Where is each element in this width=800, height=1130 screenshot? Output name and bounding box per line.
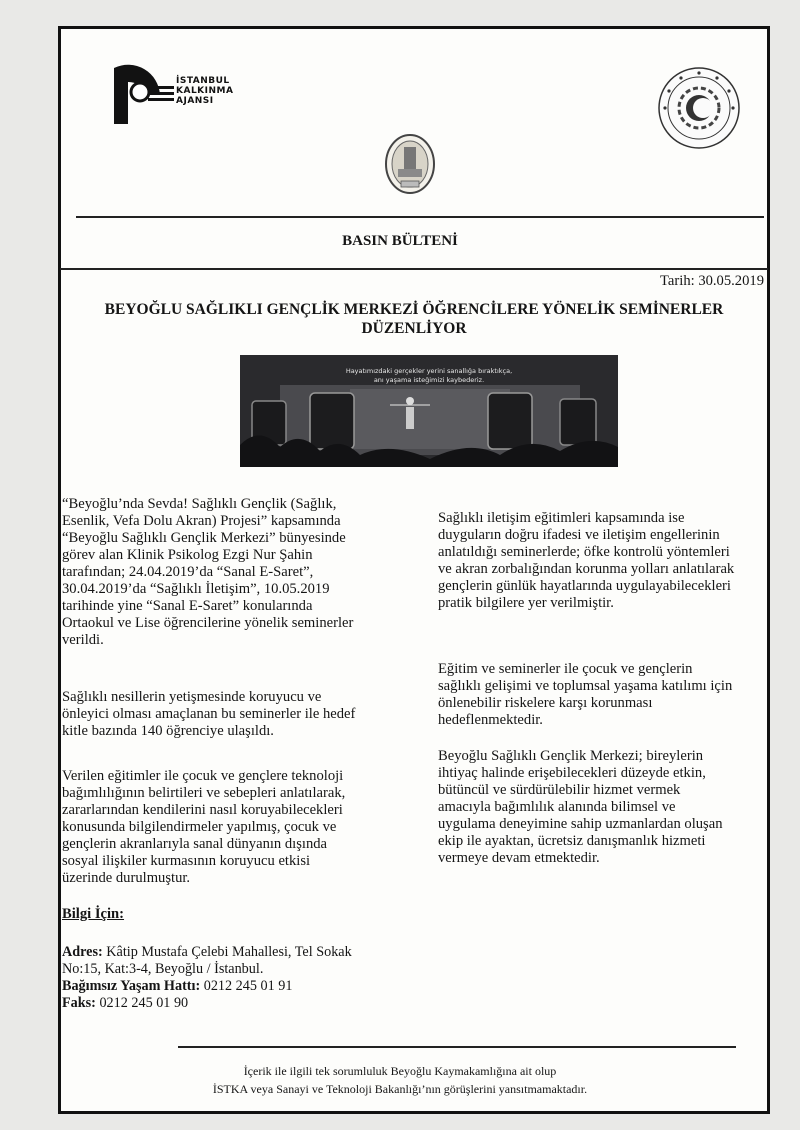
helpline-label: Bağımsız Yaşam Hattı: xyxy=(62,978,201,994)
text-line: sağlıklı gelişimi ve toplumsal yaşama katılımı için xyxy=(438,678,733,694)
text-line: görev alan Klinik Psikolog Ezgi Nur Şahin xyxy=(62,547,313,563)
text-line: konusunda bilgilendirmeler yapılmış, çocuk ve xyxy=(62,819,337,835)
text-line: “Beyoğlu Sağlıklı Gençlik Merkezi” bünyesinde xyxy=(62,530,346,546)
footer-disclaimer-line-2: İSTKA veya Sanayi ve Teknoloji Bakanlığı’nın görüşlerini yansıtmamaktadır. xyxy=(212,1082,588,1096)
istanbul-kalkinma-ajansi-logo xyxy=(108,62,234,128)
address-line-1: Kâtip Mustafa Çelebi Mahallesi, Tel Sokak xyxy=(102,944,352,960)
helpline-number: 0212 245 01 91 xyxy=(200,978,293,994)
text-line: Eğitim ve seminerler ile çocuk ve gençlerin xyxy=(438,661,693,677)
bulletin-title: BASIN BÜLTENİ xyxy=(342,233,458,249)
left-paragraph-2 xyxy=(62,689,390,740)
headline-line: DÜZENLİYOR xyxy=(361,320,467,337)
text-line: tarafından; 24.04.2019’da “Sanal E-Saret”, xyxy=(62,564,314,580)
agency-logo-line: İSTANBUL xyxy=(176,76,230,86)
text-line: 30.04.2019’da “Sağlıklı İletişim”, 10.05.2019 xyxy=(62,581,330,597)
banner-caption-line: anı yaşama isteğimizi kaybederiz. xyxy=(373,376,485,384)
fax-label: Faks: xyxy=(62,995,96,1011)
text-line: üzerinde durulmuştur. xyxy=(62,870,191,886)
text-line: Sağlıklı iletişim eğitimleri kapsamında ise xyxy=(438,510,685,526)
contact-heading: Bilgi İçin: xyxy=(62,906,125,922)
left-paragraph-1 xyxy=(62,496,390,649)
right-paragraph-1 xyxy=(438,510,768,612)
header-divider xyxy=(76,216,764,218)
text-line: verildi. xyxy=(62,632,104,648)
text-line: pratik bilgilere yer verilmiştir. xyxy=(438,595,614,611)
text-line: uygulama deneyimine sahip uzmanlardan oluşan xyxy=(438,816,723,832)
text-line: amacıyla bağımlılık alanında bilimsel ve xyxy=(438,799,676,815)
banner-caption xyxy=(240,367,618,385)
address-line-2: No:15, Kat:3-4, Beyoğlu / İstanbul. xyxy=(62,961,264,977)
agency-logo-line: KALKINMA xyxy=(176,86,234,96)
text-line: Sağlıklı nesillerin yetişmesinde koruyucu ve xyxy=(62,689,322,705)
headline xyxy=(60,300,768,338)
text-line: ekip ile ayaktan, ücretsiz danışmanlık hizmeti xyxy=(438,833,706,849)
right-paragraph-3 xyxy=(438,748,768,867)
text-line: Esenlik, Vefa Dolu Akran) Projesi” kapsamında xyxy=(62,513,341,529)
left-paragraph-3 xyxy=(62,768,390,887)
ministry-seal-icon xyxy=(657,66,741,150)
text-line: Ortaokul ve Lise öğrencilerine yönelik seminerler xyxy=(62,615,354,631)
headline-line: BEYOĞLU SAĞLIKLI GENÇLİK MERKEZİ ÖĞRENCİLERE YÖNELİK SEMİNERLER xyxy=(104,301,724,318)
agency-emblem-icon xyxy=(108,62,178,128)
ministry-seal xyxy=(657,66,741,150)
beyoglu-kaymakamligi-seal xyxy=(384,133,436,195)
text-line: Verilen eğitimler ile çocuk ve gençlere teknoloji xyxy=(62,768,344,784)
text-line: Beyoğlu Sağlıklı Gençlik Merkezi; bireylerin xyxy=(438,748,704,764)
text-line: sosyal ilişkiler kurmasının koruyucu etkisi xyxy=(62,853,311,869)
text-line: vermeye devam etmektedir. xyxy=(438,850,600,866)
text-line: tarihinde yine “Sanal E-Saret” konularında xyxy=(62,598,313,614)
text-line: ihtiyaç halinde erişebilecekleri düzeyde etkin, xyxy=(438,765,706,781)
text-line: bütüncül ve sürdürülebilir hizmet vermek xyxy=(438,782,681,798)
fax-number: 0212 245 01 90 xyxy=(95,995,189,1011)
text-line: önleyici olması amaçlanan bu seminerler ile hedef xyxy=(62,706,356,722)
text-line: hedeflenmektedir. xyxy=(438,712,543,728)
bulletin-date: Tarih: 30.05.2019 xyxy=(660,273,764,289)
address-label: Adres: xyxy=(62,944,103,960)
footer-disclaimer-line-1: İçerik ile ilgili tek sorumluluk Beyoğlu Kaymakamlığına ait olup xyxy=(243,1064,557,1078)
text-line: “Beyoğlu’nda Sevda! Sağlıklı Gençlik (Sağlık, xyxy=(62,496,337,512)
footer-divider xyxy=(178,1046,736,1048)
district-seal-icon xyxy=(384,133,436,195)
seminar-banner-image xyxy=(240,355,618,467)
text-line: anlatıldığı seminerlerde; öfke kontrolü yöntemleri xyxy=(438,544,730,560)
text-line: kitle bazında 140 öğrenciye ulaşıldı. xyxy=(62,723,274,739)
text-line: zararlarından kendilerini nasıl koruyabilecekleri xyxy=(62,802,343,818)
right-paragraph-2 xyxy=(438,661,768,729)
text-line: gençlerin akranlarıyla sanal dünyanın dışında xyxy=(62,836,328,852)
agency-logo-line: AJANSI xyxy=(176,96,214,106)
text-line: önlenebilir riskelere karşı korunması xyxy=(438,695,653,711)
banner-caption-line: Hayatımızdaki gerçekler yerini sanallığa bıraktıkça, xyxy=(345,367,513,375)
text-line: bağımlılığının belirtileri ve sebepleri anlatılarak, xyxy=(62,785,346,801)
title-divider xyxy=(60,268,768,270)
text-line: ve akran zorbalığından korunma yolları anlatılarak xyxy=(438,561,735,577)
text-line: duyguların doğru ifadesi ve iletişim engellerinin xyxy=(438,527,720,543)
text-line: gençlerin günlük hayatlarında uygulayabilecekleri xyxy=(438,578,731,594)
contact-block xyxy=(62,944,402,1012)
